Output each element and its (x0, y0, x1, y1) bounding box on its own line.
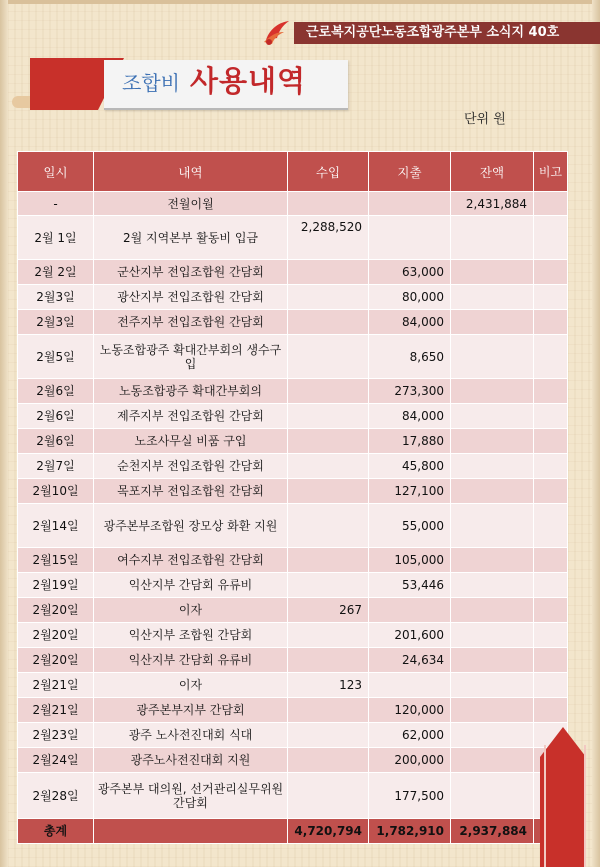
row-note (534, 504, 568, 548)
row-note (534, 379, 568, 404)
row-description: 이자 (94, 673, 288, 698)
row-expense: 84,000 (369, 404, 451, 429)
row-expense: 63,000 (369, 260, 451, 285)
header-date: 일시 (18, 152, 94, 192)
row-description: 노동조합광주 확대간부회의 생수구입 (94, 335, 288, 379)
row-expense: 17,880 (369, 429, 451, 454)
row-description: 목포지부 전입조합원 간담회 (94, 479, 288, 504)
row-date: 2월 1일 (18, 216, 94, 260)
row-expense (369, 192, 451, 216)
table-row (18, 192, 568, 216)
row-description: 순천지부 전입조합원 간담회 (94, 454, 288, 479)
row-expense: 8,650 (369, 335, 451, 379)
row-description: 광주본부 대의원, 선거관리실무위원 간담회 (94, 773, 288, 819)
table-row (18, 216, 568, 260)
row-expense: 53,446 (369, 573, 451, 598)
row-expense: 177,500 (369, 773, 451, 819)
row-balance (451, 598, 534, 623)
row-income (288, 648, 369, 673)
row-description: 익산지부 간담회 유류비 (94, 573, 288, 598)
row-date: 2월5일 (18, 335, 94, 379)
row-income (288, 192, 369, 216)
row-description: 광주본부지부 간담회 (94, 698, 288, 723)
row-note (534, 216, 568, 260)
frame-left (0, 0, 8, 867)
header-income: 수입 (288, 152, 369, 192)
total-expense: 1,782,910 (369, 819, 451, 844)
unit-label: 단위 원 (464, 112, 506, 127)
row-note (534, 623, 568, 648)
row-balance (451, 479, 534, 504)
row-note (534, 598, 568, 623)
row-description: 광주노사전진대회 지원 (94, 748, 288, 773)
row-expense (369, 216, 451, 260)
table-row (18, 623, 568, 648)
row-balance (451, 404, 534, 429)
row-balance (451, 623, 534, 648)
row-note (534, 404, 568, 429)
table-row (18, 598, 568, 623)
total-balance: 2,937,884 (451, 819, 534, 844)
row-description: 노조사무실 비품 구입 (94, 429, 288, 454)
total-label: 총계 (18, 819, 94, 844)
row-note (534, 335, 568, 379)
row-income (288, 504, 369, 548)
row-date: 2월20일 (18, 623, 94, 648)
row-date: 2월6일 (18, 379, 94, 404)
row-balance (451, 335, 534, 379)
row-expense: 24,634 (369, 648, 451, 673)
row-description: 광주본부조합원 장모상 화환 지원 (94, 504, 288, 548)
row-description: 군산지부 전입조합원 간담회 (94, 260, 288, 285)
section-title-small: 조합비 (122, 71, 180, 95)
header-note: 비고 (534, 152, 568, 192)
row-income (288, 454, 369, 479)
frame-top (0, 0, 600, 4)
row-expense: 273,300 (369, 379, 451, 404)
row-date: 2월 2일 (18, 260, 94, 285)
row-income (288, 429, 369, 454)
row-expense (369, 598, 451, 623)
row-income (288, 260, 369, 285)
row-note (534, 673, 568, 698)
row-income (288, 404, 369, 429)
row-expense: 84,000 (369, 310, 451, 335)
row-expense: 200,000 (369, 748, 451, 773)
table-row (18, 698, 568, 723)
table-row (18, 648, 568, 673)
row-note (534, 548, 568, 573)
row-balance (451, 379, 534, 404)
row-balance (451, 310, 534, 335)
row-note (534, 285, 568, 310)
row-income (288, 379, 369, 404)
row-income (288, 479, 369, 504)
row-description: 제주지부 전입조합원 간담회 (94, 404, 288, 429)
row-income: 267 (288, 598, 369, 623)
table-row (18, 454, 568, 479)
table-row (18, 479, 568, 504)
row-income (288, 773, 369, 819)
row-note (534, 429, 568, 454)
row-description: 노동조합광주 확대간부회의 (94, 379, 288, 404)
table-row (18, 504, 568, 548)
row-date: 2월21일 (18, 673, 94, 698)
header-balance: 잔액 (451, 152, 534, 192)
row-balance (451, 773, 534, 819)
row-description: 여수지부 전입조합원 간담회 (94, 548, 288, 573)
row-date: 2월10일 (18, 479, 94, 504)
frame-right (592, 0, 600, 867)
row-description: 전주지부 전입조합원 간담회 (94, 310, 288, 335)
row-date: 2월7일 (18, 454, 94, 479)
union-logo-icon (262, 18, 292, 46)
row-balance (451, 429, 534, 454)
row-description: 이자 (94, 598, 288, 623)
row-date: 2월20일 (18, 598, 94, 623)
row-balance (451, 748, 534, 773)
row-description: 익산지부 간담회 유류비 (94, 648, 288, 673)
table-row (18, 723, 568, 748)
row-date: 2월24일 (18, 748, 94, 773)
row-expense: 55,000 (369, 504, 451, 548)
row-note (534, 573, 568, 598)
row-description: 2월 지역본부 활동비 입금 (94, 216, 288, 260)
row-note (534, 698, 568, 723)
row-balance (451, 648, 534, 673)
table-row (18, 773, 568, 819)
row-note (534, 454, 568, 479)
expense-table (17, 151, 567, 844)
section-title: 사용내역 (190, 64, 307, 98)
row-income (288, 548, 369, 573)
row-income (288, 335, 369, 379)
row-balance: 2,431,884 (451, 192, 534, 216)
row-date: 2월19일 (18, 573, 94, 598)
row-income (288, 698, 369, 723)
table-header-row (18, 152, 568, 192)
row-expense: 127,100 (369, 479, 451, 504)
row-expense: 62,000 (369, 723, 451, 748)
bookmark-edge (544, 745, 586, 867)
table-row (18, 379, 568, 404)
row-date: 2월6일 (18, 429, 94, 454)
table-row (18, 573, 568, 598)
header-desc: 내역 (94, 152, 288, 192)
row-expense: 45,800 (369, 454, 451, 479)
newsletter-title: 근로복지공단노동조합광주본부 소식지 40호 (306, 25, 560, 40)
row-date: 2월3일 (18, 285, 94, 310)
row-date: 2월15일 (18, 548, 94, 573)
row-date: - (18, 192, 94, 216)
row-date: 2월20일 (18, 648, 94, 673)
row-balance (451, 454, 534, 479)
row-note (534, 310, 568, 335)
row-balance (451, 723, 534, 748)
row-expense: 201,600 (369, 623, 451, 648)
row-date: 2월21일 (18, 698, 94, 723)
table-row (18, 404, 568, 429)
row-balance (451, 216, 534, 260)
row-balance (451, 285, 534, 310)
header-expense: 지출 (369, 152, 451, 192)
total-income: 4,720,794 (288, 819, 369, 844)
row-income (288, 573, 369, 598)
table-row (18, 548, 568, 573)
row-balance (451, 548, 534, 573)
row-date: 2월28일 (18, 773, 94, 819)
row-date: 2월14일 (18, 504, 94, 548)
row-balance (451, 504, 534, 548)
row-date: 2월23일 (18, 723, 94, 748)
row-description: 익산지부 조합원 간담회 (94, 623, 288, 648)
row-date: 2월6일 (18, 404, 94, 429)
row-expense (369, 673, 451, 698)
table-row (18, 260, 568, 285)
title-tab (30, 58, 98, 110)
row-expense: 120,000 (369, 698, 451, 723)
row-note (534, 648, 568, 673)
table-row (18, 673, 568, 698)
row-income (288, 285, 369, 310)
row-balance (451, 573, 534, 598)
row-description: 광산지부 전입조합원 간담회 (94, 285, 288, 310)
row-balance (451, 698, 534, 723)
row-income (288, 623, 369, 648)
table-row (18, 285, 568, 310)
row-note (534, 479, 568, 504)
row-expense: 105,000 (369, 548, 451, 573)
row-note (534, 260, 568, 285)
row-income (288, 310, 369, 335)
total-row (18, 819, 568, 844)
row-note (534, 192, 568, 216)
row-income: 123 (288, 673, 369, 698)
row-expense: 80,000 (369, 285, 451, 310)
table-row (18, 310, 568, 335)
table-row (18, 335, 568, 379)
total-desc (94, 819, 288, 844)
table-row (18, 748, 568, 773)
row-income: 2,288,520 (288, 216, 369, 260)
row-balance (451, 260, 534, 285)
table-row (18, 429, 568, 454)
row-balance (451, 673, 534, 698)
row-description: 전월이월 (94, 192, 288, 216)
row-income (288, 723, 369, 748)
row-date: 2월3일 (18, 310, 94, 335)
row-income (288, 748, 369, 773)
row-description: 광주 노사전진대회 식대 (94, 723, 288, 748)
